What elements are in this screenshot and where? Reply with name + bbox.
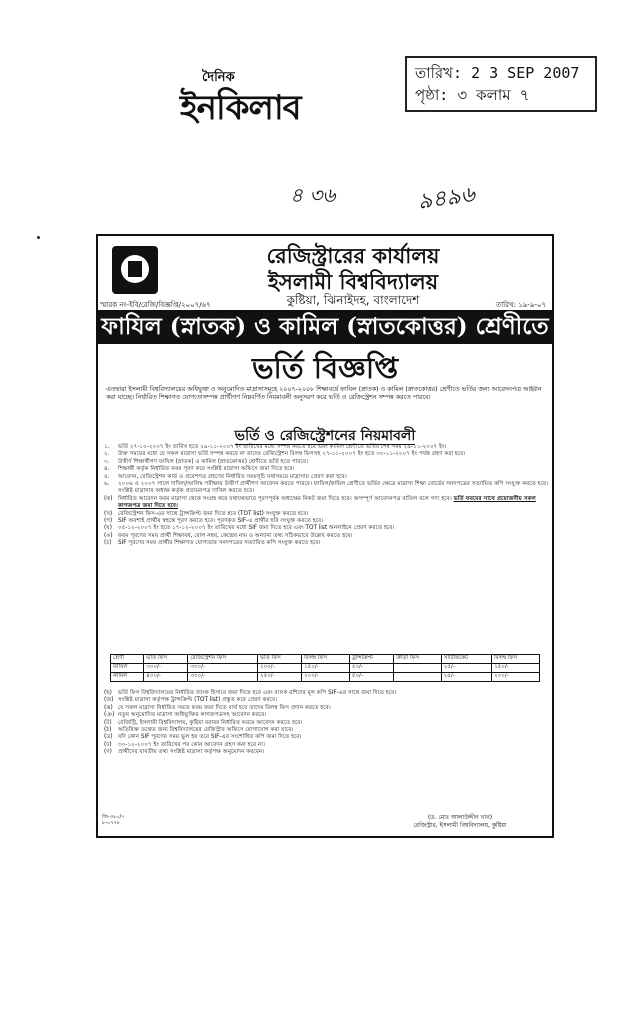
rule-number: (খ) — [104, 510, 113, 517]
rule-number: ২. — [104, 451, 110, 458]
rule-number: (জ) — [104, 697, 114, 704]
rule-number: (ঠ) — [104, 727, 112, 734]
date-stamp — [405, 56, 597, 112]
stamp-col-label: কলাম — [476, 86, 511, 104]
notice-header-location: কুষ্টিয়া, ঝিনাইদহ, বাংলাদেশ — [286, 293, 420, 307]
fee-table-header-cell: ক্রীড়া ফিস — [394, 655, 441, 664]
fee-table-header — [111, 655, 540, 664]
rule-number: ৪. — [104, 466, 110, 473]
rule-item — [104, 496, 550, 511]
rule-item — [104, 734, 550, 741]
rule-number: (ছ) — [104, 690, 112, 696]
registrar-name: (ড. মোঃ আলাউদ্দীন খান) — [427, 814, 493, 821]
rule-item — [104, 525, 550, 532]
rule-text: রেজিস্ট্রেশন ফিস-এর সাথে ট্রান্সক্রিপ্ট জমা দিতে হবে (TOT list) সংযুক্ত করতে হবে। — [118, 510, 309, 517]
fee-table-cell: ৩০০/- — [188, 664, 258, 673]
rule-text: SIF অবশ্যই প্রার্থীর স্বহস্তে পূরণ করতে হবে। পূরণকৃত SIF-এ প্রার্থীর ছবি সংযুক্ত করতে হবে। — [118, 518, 324, 525]
fee-table-cell: ১৫০/- — [302, 664, 350, 673]
notice-header-office: রেজিস্ট্রারের কার্যালয় — [266, 243, 440, 268]
rule-text: নতুন অনুমোদিত মাদ্রাসা অধিভুক্তির কাগজপত্রসহ আবেদন করবে। — [118, 712, 267, 719]
fee-table-cell: ৫০/- — [349, 664, 394, 673]
fee-table-header-cell: শ্রেণী — [111, 655, 144, 664]
fee-table-row — [111, 664, 540, 673]
fee-table-cell: ২৫/- — [441, 673, 491, 682]
rule-item — [104, 540, 550, 547]
rule-number: (ঢ) — [104, 741, 112, 748]
rule-number: (ণ) — [104, 749, 112, 756]
newspaper-masthead — [180, 68, 340, 128]
fee-table-header-cell: রেজিস্ট্রেশন ফিস — [188, 655, 258, 664]
fee-table-row — [111, 673, 540, 682]
registrar-signature-block — [380, 814, 540, 830]
rule-text: সংশ্লিষ্ট মাদ্রাসা কর্তৃপক্ষ ট্রান্সক্রিপ্ট (TOT list) প্রস্তুত করে প্রেরণ করবে। — [118, 697, 278, 704]
fee-table-cell: ২৫/- — [441, 664, 491, 673]
registrar-title: রেজিস্ট্রার, ইসলামী বিশ্ববিদ্যালয়, কুষ্টিয়া — [413, 822, 507, 829]
rules-list-continued — [104, 690, 550, 757]
rule-text: যে সকল মাদ্রাসা নির্ধারিত সময়ে ফরম জমা দিতে ব্যর্থ হবে তাদের বিলম্ব ফিস প্রদান করতে হবে। — [118, 704, 331, 711]
stamp-date-label: তারিখ: — [415, 64, 463, 82]
fee-table-header-cell: ভর্তি ফিস — [257, 655, 301, 664]
stamp-col-value: ৭ — [519, 86, 530, 104]
fee-table-cell: ৩০০/- — [144, 664, 188, 673]
fee-table-cell: কামিল — [111, 673, 144, 682]
fee-table-cell: ৫০/- — [349, 673, 394, 682]
rule-text: ভর্তি ২৭-১০-২০০৭ ইং তারিখ হতে ২৯-১১-২০০৭ ইং তারিখের মধ্যে সম্পন্ন করতে হবে এবং কামিল শ্রেণীতে ভর্তির শেষ সময় ২৯-১১-২০০৭ ইং। — [118, 444, 447, 450]
rule-number: ৬. — [104, 481, 110, 488]
handwritten-note-right: ৯৪৯৬ — [416, 182, 477, 215]
rule-text: শিক্ষার্থী কর্তৃক নির্ধারিত ফরম পূরণ করে সংশ্লিষ্ট মাদ্রাসা অফিসে জমা দিতে হবে। — [118, 466, 295, 473]
rule-number: (ঝ) — [104, 704, 113, 711]
fee-table-cell: ২০০/- — [302, 673, 350, 682]
fee-table-cell: ৪০০/- — [144, 673, 188, 682]
stamp-date-value: 2 3 SEP 2007 — [471, 64, 580, 82]
rule-number: (ঘ) — [104, 525, 112, 532]
rule-number: (ঞ) — [104, 712, 115, 719]
rule-number: (ক) — [104, 495, 113, 502]
rule-item — [104, 712, 550, 719]
fee-table-cell: ২০০/- — [492, 673, 540, 682]
fee-table-cell: ২৫০/- — [257, 673, 301, 682]
fee-table-cell — [394, 673, 441, 682]
rule-text: নির্ধারিত আবেদন ফরম মাদ্রাসা থেকে সংগ্রহ করে যথাযথভাবে পূরণপূর্বক অধ্যক্ষের নিকট জমা দিতে হবে। অসম্পূর্ণ আবেদনপত্র বাতিল বলে গণ্য হবে। — [118, 495, 452, 502]
notice-title-band: ফাযিল (স্নাতক) ও কামিল (স্নাতকোত্তর) শ্রেণীতে — [98, 310, 552, 344]
rule-text: উক্ত সময়ের মধ্যে যে সকল মাদ্রাসা ভর্তি সম্পন্ন করবে না তাদের রেজিস্ট্রেশন বিলম্ব ফিসসহ ২৭-১১-২০০৭ ইং হতে ৩০-১১-২০০৭ ইং পর্যন্ত গ্রহণ করা হবে। — [118, 451, 466, 458]
university-logo-icon — [112, 246, 158, 294]
rule-item — [104, 697, 550, 704]
handwritten-note-left: ৪ ৩৬ — [290, 183, 336, 207]
fee-table-cell — [394, 664, 441, 673]
masthead-small: দৈনিক — [202, 70, 235, 85]
rule-text: যদি কোন SIF পূরণের সময় ভুল হয় তবে SIF-এর সংশোধিত কপি জমা দিতে হবে। — [118, 734, 302, 741]
notice-footer-code: জি-৩৮০/৭ ৮-০৭৭৮ — [102, 814, 125, 826]
rule-number: ৫. — [104, 473, 110, 480]
rule-text: আবেদন, রেজিস্ট্রেশন কার্ড ও প্রবেশপত্র গ্রহণের নির্ধারিত সময়সূচি যথাসময়ে মাদ্রাসায় প্রেরণ করা হবে। — [118, 473, 347, 480]
stamp-page-label: পৃষ্ঠা: — [415, 86, 449, 104]
rules-heading: ভর্তি ও রেজিস্ট্রেশনের নিয়মাবলী — [234, 428, 416, 444]
rule-number: (ঙ) — [104, 532, 113, 539]
notice-subtitle: ভর্তি বিজ্ঞপ্তি — [251, 351, 399, 385]
notice-intro-paragraph: এতদ্বারা ইসলামী বিশ্ববিদ্যালয়ের অধিভুক্ত ও অনুমোদিত মাদ্রাসাসমূহে ২০০৭-২০০৮ শিক্ষাবর্ষে ফাযিল (স্নাতক) ও কামিল (স্নাতকোত্তর) শ্রেণীতে ভর্তির জন্য আবেদনপত্র আহ্বান করা যাচ্ছে। নির্ধারিত শিক্ষাগত যোগ্যতাসম্পন্ন প্রার্থীগণ নিম্নবর্ণিত নিয়মাবলী অনুসরণ করে ভর্তি ও রেজিস্ট্রেশন সম্পন্ন করতে পারবে। — [106, 386, 542, 402]
rule-item — [104, 511, 550, 518]
rule-number: (চ) — [104, 540, 112, 547]
rule-number: ৩. — [104, 458, 110, 465]
rule-item — [104, 466, 550, 473]
fee-table-header-cell: সার্টিফিকেট — [441, 655, 491, 664]
fee-table-header-cell: ভর্তি ফিস — [144, 655, 188, 664]
ink-dot — [37, 236, 40, 239]
notice-date: তারিখ: ১৯-৯-০৭ — [495, 301, 546, 309]
rule-text: ভর্তি ফিস বিশ্ববিদ্যালয়ের নির্ধারিত ব্যাংক হিসাবে জমা দিতে হবে এবং ব্যাংক রশিদের মূল কপি SIF-এর সাথে জমা দিতে হবে। — [118, 690, 397, 696]
fee-table — [110, 654, 540, 682]
rule-item — [104, 481, 550, 496]
fee-table-header-cell: বিলম্ব ফিস — [302, 655, 350, 664]
fee-table-cell: ১৫০/- — [492, 664, 540, 673]
rules-list — [104, 444, 550, 548]
stamp-page-value: ৩ — [457, 86, 468, 104]
rule-item — [104, 451, 550, 458]
rule-emphasis: ভর্তি ফরমের সাথে প্রয়োজনীয় সকল কাগজপত্র জমা দিতে হবে। — [118, 495, 536, 510]
admission-notice-clipping — [96, 234, 554, 838]
rule-item — [104, 474, 550, 481]
rule-text: অতিরিক্ত তথ্যের জন্য বিশ্ববিদ্যালয়ের রেজিস্ট্রার অফিসে যোগাযোগ করা যাবে। — [118, 727, 294, 734]
rule-text: SIF পূরণের সময় প্রার্থীর শিক্ষাগত যোগ্যতার সনদপত্রের সত্যায়িত কপি সংযুক্ত করতে হবে। — [118, 540, 321, 547]
rule-text: রেজিস্ট্রি, ইসলামী বিশ্ববিদ্যালয়, কুষ্টিয়া বরাবর নির্ধারিত ফরমে আবেদন করতে হবে। — [118, 719, 303, 726]
fee-table-header-cell: ট্রান্সক্রিপ্ট — [349, 655, 394, 664]
rule-text: প্রার্থীদের যাবতীয় তথ্য সংশ্লিষ্ট মাদ্রাসা কর্তৃপক্ষ অনুমোদন করবেন। — [118, 749, 265, 756]
rule-number: (গ) — [104, 518, 113, 525]
rule-number: ১. — [104, 444, 110, 450]
fee-table-cell: ৩০০/- — [188, 673, 258, 682]
fee-table-cell: ফাযিল — [111, 664, 144, 673]
masthead-name: ইনকিলাব — [180, 88, 301, 128]
notice-header-university: ইসলামী বিশ্ববিদ্যালয় — [267, 269, 439, 294]
rule-text: উত্তীর্ণ শিক্ষার্থীগণ ফাযিল (স্নাতক) ও কামিল (স্নাতকোত্তর) শ্রেণীতে ভর্তি হতে পারবে। — [118, 458, 309, 465]
rule-item — [104, 720, 550, 727]
rule-number: (ট) — [104, 719, 112, 726]
rule-text: ৩০-১২-২০০৭ ইং তারিখের পর কোন আবেদন গ্রহণ করা হবে না। — [118, 741, 265, 748]
fee-table-header-cell: বিলম্ব ফিস — [492, 655, 540, 664]
rule-item — [104, 749, 550, 756]
fee-table-cell: ২০০/- — [257, 664, 301, 673]
rule-text: ২০০৬ ও ২০০৭ সালে দাখিল/আলিম পরীক্ষায় উত্তীর্ণ প্রার্থীগণ আবেদন করতে পারবে। ফাযিল/কামিল শ্রেণীতে ভর্তির ক্ষেত্রে মাদ্রাসা শিক্ষা বোর্ডের সনদপত্রের সত্যায়িত কপি সংযুক্ত করতে হবে। সংশ্লিষ্ট মাদ্রাসার অধ্যক্ষ কর্তৃক প্রত্যয়নপত্র দাখিল করতে হবে। — [118, 481, 549, 495]
rule-number: (ড) — [104, 734, 113, 741]
rule-text: ০৫-১২-২০০৭ ইং হতে ১৭-১২-২০০৭ ইং তারিখের মধ্যে SIF জমা দিতে হবে এবং TOT list অনলাইনে প্রেরণ করতে হবে। — [118, 525, 395, 532]
notice-reference-number: স্মারক নং-ইবি/রেজি/বিজ্ঞপ্তি/২০০৭/৬৭ — [100, 301, 211, 309]
rule-text: ফরম পূরণের সময় প্রার্থী শিক্ষাবর্ষ, রোল নম্বর, কেন্দ্রের নাম ও অন্যান্য তথ্য সঠিকভাবে উল্লেখ করতে হবে। — [118, 532, 353, 539]
